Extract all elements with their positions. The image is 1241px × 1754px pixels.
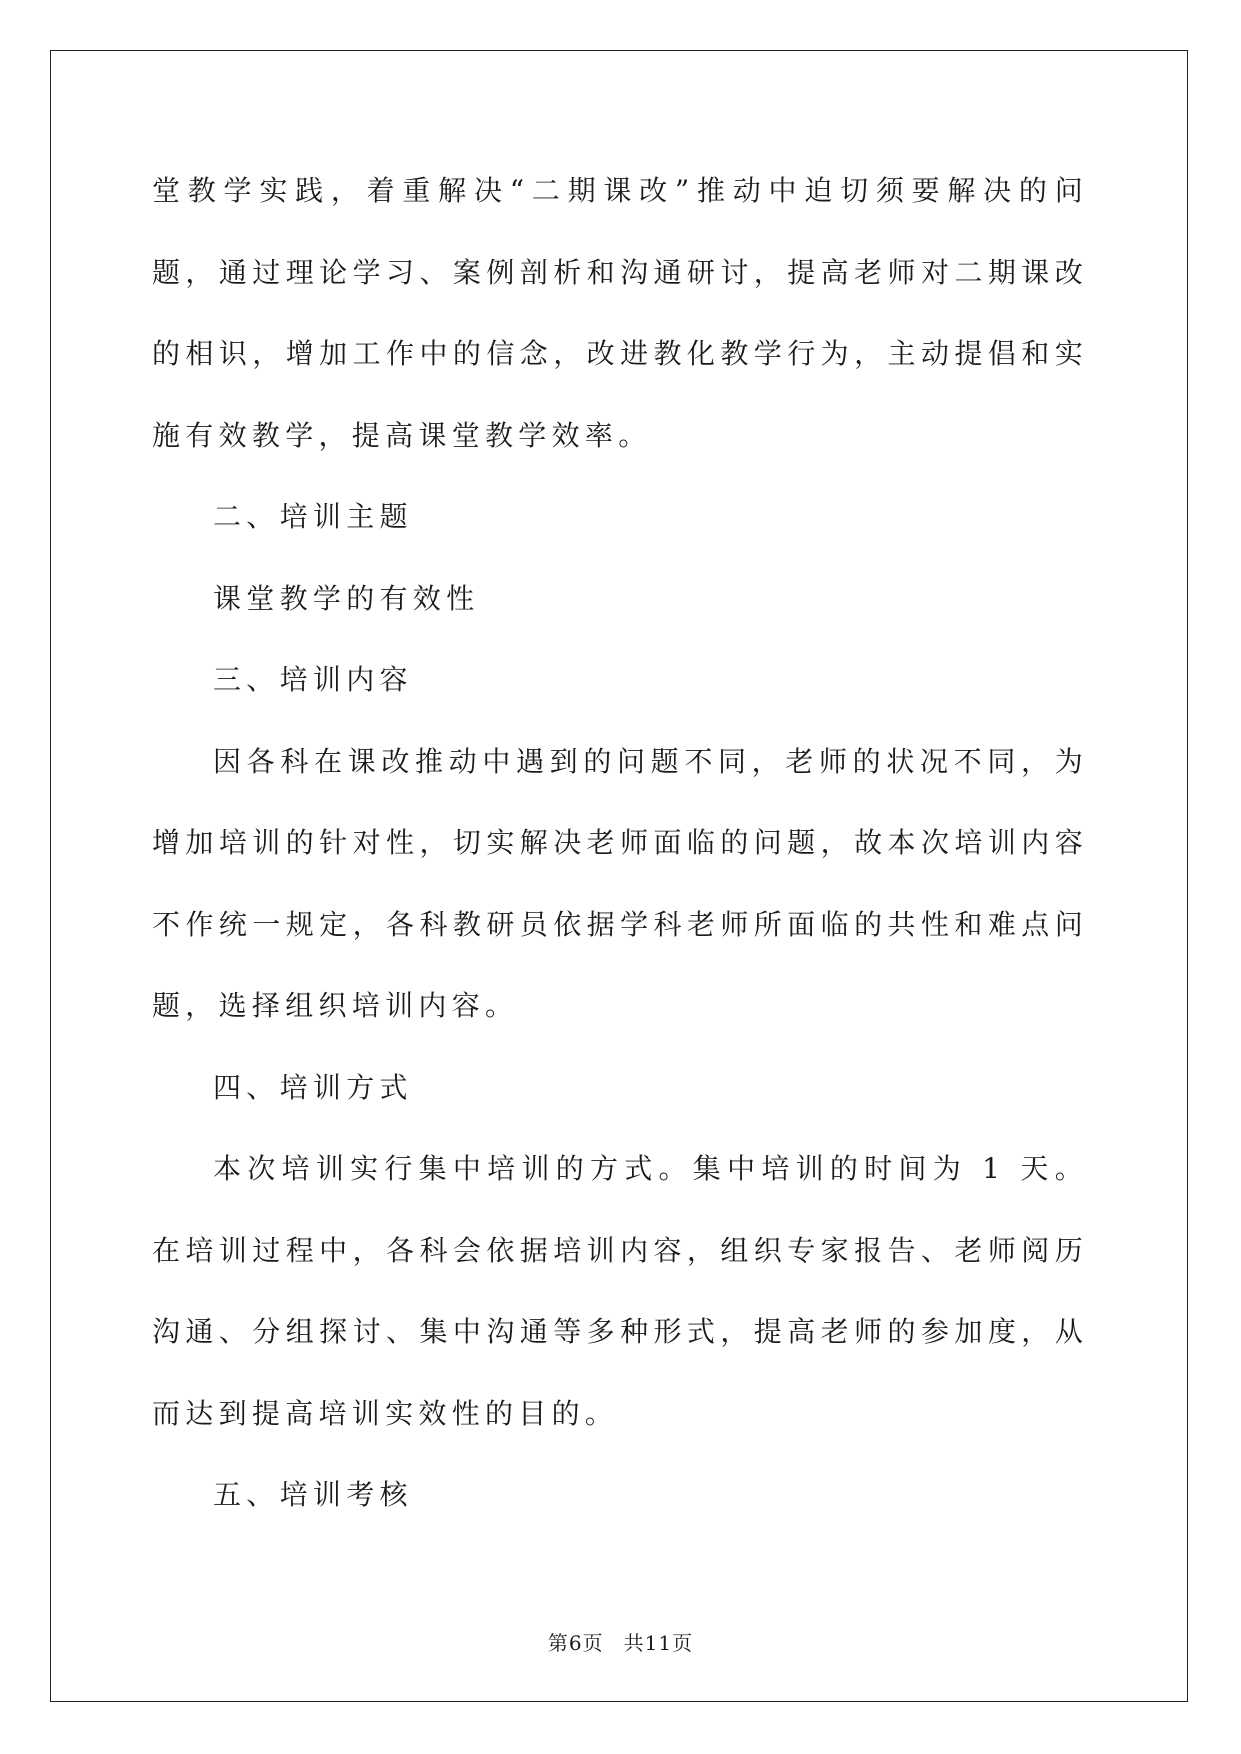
body-paragraph: 因各科在课改推动中遇到的问题不同，老师的状况不同，为增加培训的针对性，切实解决老师面临的问题，故本次培训内容不作统一规定，各科教研员依据学科老师所面临的共性和难点问题，选择组织培训内容。 (152, 744, 1088, 1022)
page-footer (0, 1627, 1241, 1656)
body-paragraph: 本次培训实行集中培训的方式。集中培训的时间为 1 天。在培训过程中，各科会依据培训内容，组织专家报告、老师阅历沟通、分组探讨、集中沟通等多种形式，提高老师的参加度，从而达到提高培训实效性的目的。 (152, 1152, 1088, 1430)
section-heading-method: 四、培训方式 (213, 1070, 413, 1104)
section-heading-content: 三、培训内容 (213, 663, 413, 696)
page-number: 第6页 (547, 1631, 604, 1655)
section-heading-theme: 二、培训主题 (213, 500, 413, 533)
page-total: 共11页 (623, 1631, 694, 1655)
body-paragraph: 课堂教学的有效性 (213, 581, 480, 615)
document-body (152, 150, 1088, 1536)
section-heading-assessment: 五、培训考核 (213, 1478, 413, 1511)
body-paragraph: 堂教学实践，着重解决“二期课改”推动中迫切须要解决的问题，通过理论学习、案例剖析和沟通研讨，提高老师对二期课改的相识，增加工作中的信念，改进教化教学行为，主动提倡和实施有效教学，提高课堂教学效率。 (152, 174, 1088, 452)
